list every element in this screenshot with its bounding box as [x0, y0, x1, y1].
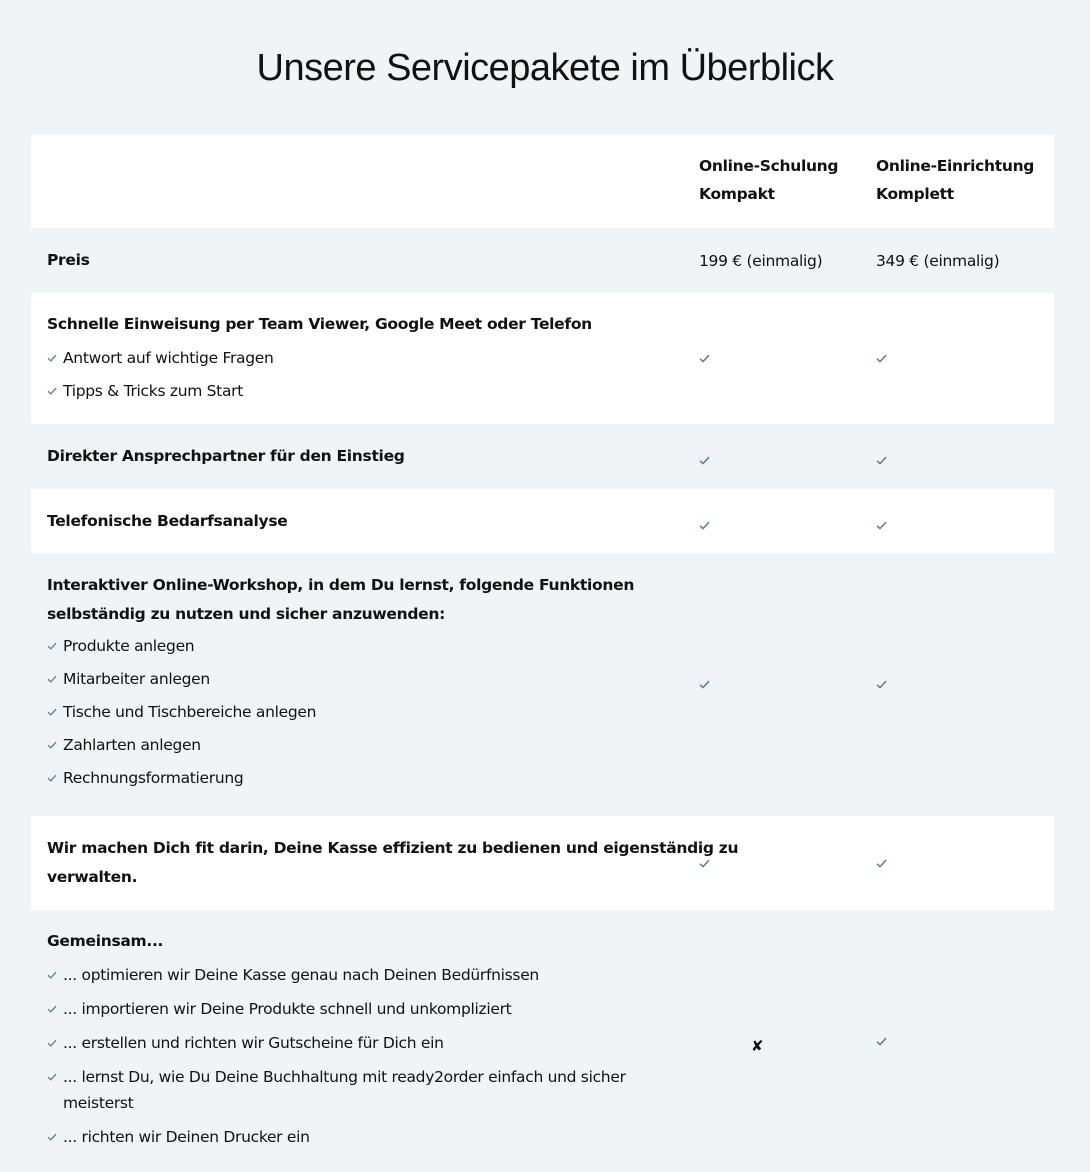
check-icon — [876, 521, 887, 530]
list-item: Rechnungsformatierung — [47, 765, 673, 791]
included-cell-komplett — [860, 424, 1054, 489]
list-item: Tipps & Tricks zum Start — [47, 378, 673, 404]
table-row — [31, 816, 1054, 910]
row-label-cell — [31, 553, 683, 816]
check-icon — [47, 345, 63, 371]
list-item: Mitarbeiter anlegen — [47, 666, 673, 692]
included-cell-kompakt — [683, 293, 860, 424]
check-icon — [47, 1064, 63, 1090]
row-label-cell — [31, 424, 683, 489]
column-header-line: Online-Einrichtung — [876, 157, 1035, 175]
page-title: Unsere Servicepakete im Überblick — [256, 47, 834, 89]
row-label: Schnelle Einweisung per Team Viewer, Google Meet oder Telefon — [47, 315, 592, 333]
row-label: Wir machen Dich fit darin, Deine Kasse effizient zu bedienen und eigenständig zu verwalten. — [47, 839, 739, 886]
row-label-cell — [31, 489, 683, 553]
included-cell-komplett — [860, 910, 1054, 1172]
included-cell-kompakt — [683, 553, 860, 816]
check-icon — [47, 996, 63, 1022]
included-cell-komplett — [860, 816, 1054, 910]
check-icon — [47, 1030, 63, 1056]
list-item: Produkte anlegen — [47, 633, 673, 659]
check-icon — [47, 962, 63, 988]
list-item: ... erstellen und richten wir Gutscheine für Dich ein — [47, 1030, 673, 1056]
row-label: Direkter Ansprechpartner für den Einstieg — [47, 447, 405, 465]
check-icon — [47, 1124, 63, 1150]
price-value: 349 € (einmalig) — [876, 251, 1000, 270]
table-header-row — [31, 135, 1054, 228]
price-value: 199 € (einmalig) — [699, 251, 823, 270]
table-row — [31, 910, 1054, 1172]
list-item: Zahlarten anlegen — [47, 732, 673, 758]
service-comparison-table — [31, 135, 1054, 1172]
price-cell-kompakt — [683, 228, 860, 293]
column-header-line: Online-Schulung — [699, 157, 839, 175]
included-cell-kompakt — [683, 816, 860, 910]
table-row — [31, 489, 1054, 553]
list-item: ... importieren wir Deine Produkte schnell und unkompliziert — [47, 996, 673, 1022]
column-header-kompakt — [683, 135, 860, 228]
column-header-line: Kompakt — [699, 185, 775, 203]
check-icon — [876, 1037, 887, 1046]
check-icon — [699, 859, 710, 868]
list-item: ... lernst Du, wie Du Deine Buchhaltung mit ready2order einfach und sicher meisterst — [47, 1064, 673, 1116]
check-icon — [876, 456, 887, 465]
row-label-cell — [31, 816, 739, 910]
feature-list — [47, 633, 673, 791]
column-header-line: Komplett — [876, 185, 954, 203]
check-icon — [47, 699, 63, 725]
included-cell-komplett — [860, 489, 1054, 553]
row-label: Gemeinsam... — [47, 932, 164, 950]
table-row — [31, 553, 1054, 816]
row-label: Interaktiver Online-Workshop, in dem Du lernst, folgende Funktionen selbständig zu nutzen und sicher anzuwenden: — [47, 576, 635, 623]
check-icon — [47, 633, 63, 659]
feature-list — [47, 962, 673, 1150]
check-icon — [699, 521, 710, 530]
list-item: Tische und Tischbereiche anlegen — [47, 699, 673, 725]
included-cell-komplett — [860, 553, 1054, 816]
row-label-cell — [31, 293, 683, 424]
check-icon — [47, 666, 63, 692]
check-icon — [699, 456, 710, 465]
check-icon — [699, 680, 710, 689]
included-cell-kompakt — [683, 489, 860, 553]
list-item: Antwort auf wichtige Fragen — [47, 345, 673, 371]
feature-list — [47, 345, 673, 404]
table-row-price — [31, 228, 1054, 293]
row-label-cell — [31, 228, 683, 293]
check-icon — [876, 354, 887, 363]
table-row — [31, 424, 1054, 489]
row-label: Preis — [47, 251, 90, 269]
check-icon — [47, 765, 63, 791]
check-icon — [47, 732, 63, 758]
excluded-cell-kompakt — [683, 910, 860, 1172]
check-icon — [876, 859, 887, 868]
check-icon — [699, 354, 710, 363]
header-empty-cell — [31, 135, 683, 228]
check-icon — [876, 680, 887, 689]
check-icon — [47, 378, 63, 404]
table-row — [31, 293, 1054, 424]
included-cell-komplett — [860, 293, 1054, 424]
list-item: ... richten wir Deinen Drucker ein — [47, 1124, 673, 1150]
price-cell-komplett — [860, 228, 1054, 293]
row-label-cell — [31, 910, 683, 1172]
list-item: ... optimieren wir Deine Kasse genau nach Deinen Bedürfnissen — [47, 962, 673, 988]
included-cell-kompakt — [683, 424, 860, 489]
column-header-komplett — [860, 135, 1054, 228]
row-label: Telefonische Bedarfsanalyse — [47, 511, 288, 530]
cross-icon: ✘ — [751, 1037, 764, 1055]
